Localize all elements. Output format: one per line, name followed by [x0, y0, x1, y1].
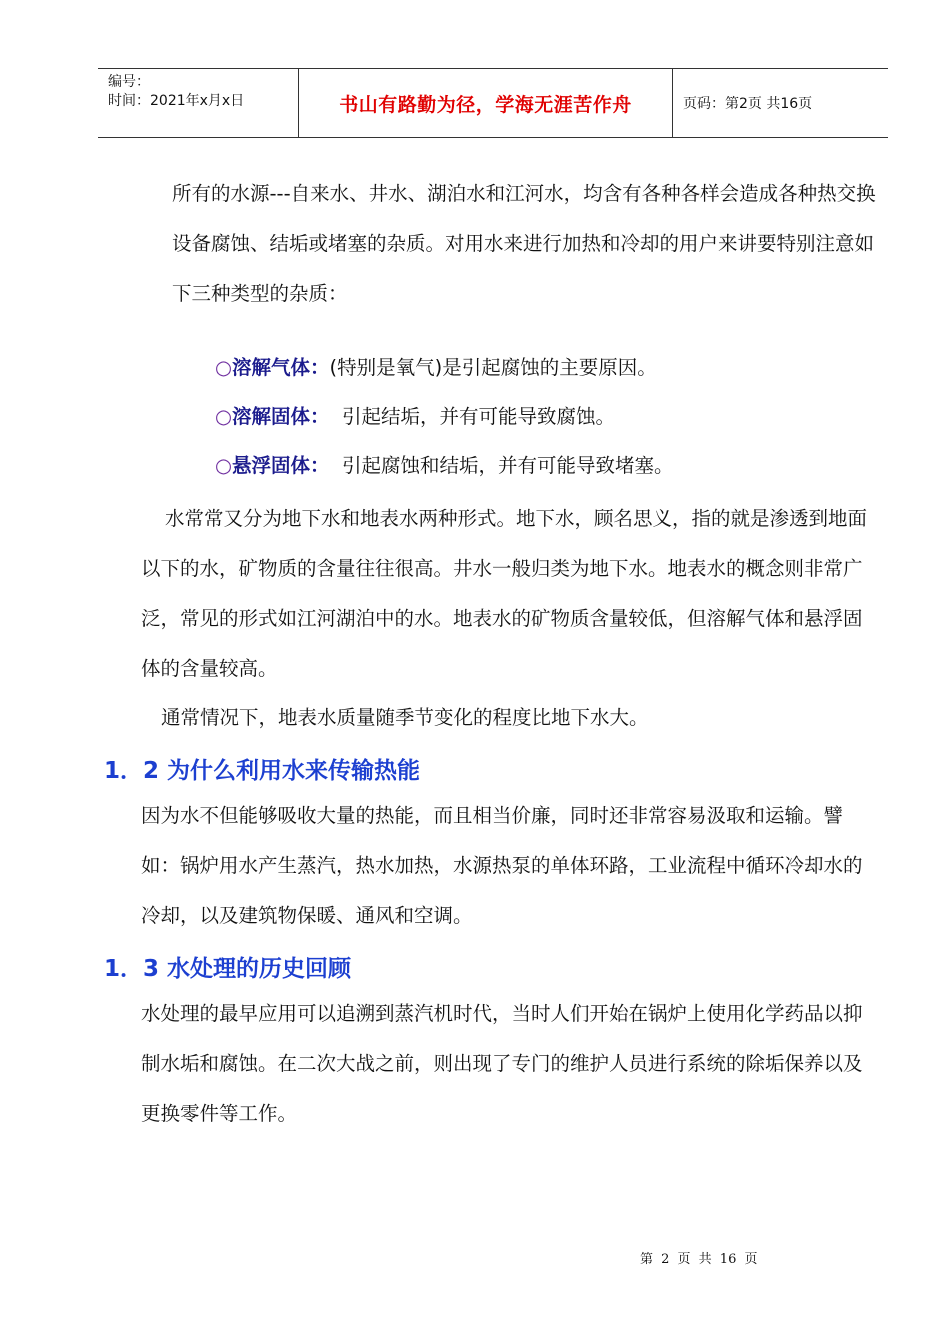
- bullet-circle-icon: ○: [215, 356, 233, 379]
- bullet-circle-icon: ○: [215, 454, 233, 477]
- bullet-colon: ：: [310, 405, 330, 428]
- bullet-colon: ：: [310, 356, 330, 379]
- bullet-colon: ：: [310, 454, 330, 477]
- page-header: [98, 68, 888, 138]
- serial-label: 编号：: [108, 74, 150, 90]
- seasonal-paragraph: 通常情况下，地表水质量随季节变化的程度比地下水大。: [161, 706, 649, 729]
- bullet-circle-icon: ○: [215, 405, 233, 428]
- bullet-term: 悬浮固体: [232, 454, 311, 477]
- impurity-list: [215, 343, 875, 490]
- list-item: [215, 343, 875, 392]
- section-heading-1-3: 1．3 水处理的历史回顾: [104, 956, 352, 982]
- page-footer: 第 2 页 共 16 页: [640, 1252, 758, 1267]
- bullet-text: 引起结垢，并有可能导致腐蚀。: [329, 405, 615, 428]
- time-label: 时间：2021年x月x日: [108, 93, 245, 109]
- list-item: [215, 392, 875, 441]
- bullet-text: 引起腐蚀和结垢，并有可能导致堵塞。: [329, 454, 674, 477]
- bullet-term: 溶解固体: [232, 405, 311, 428]
- list-item: [215, 441, 875, 490]
- section-1-3-paragraph: 水处理的最早应用可以追溯到蒸汽机时代，当时人们开始在锅炉上使用化学药品以抑制水垢和腐蚀。在二次大战之前，则出现了专门的维护人员进行系统的除垢保养以及更换零件等工作。: [141, 1002, 863, 1125]
- section-heading-1-2: 1．2 为什么利用水来传输热能: [104, 758, 421, 784]
- header-meta: [98, 69, 299, 137]
- bullet-text: (特别是氧气)是引起腐蚀的主要原因。: [329, 356, 657, 379]
- water-types-paragraph: 水常常又分为地下水和地表水两种形式。地下水，顾名思义，指的就是渗透到地面以下的水，矿物质的含量往往很高。井水一般归类为地下水。地表水的概念则非常广泛，常见的形式如江河湖泊中的水。地表水的矿物质含量较低，但溶解气体和悬浮固体的含量较高。: [141, 507, 868, 680]
- intro-paragraph: 所有的水源---自来水、井水、湖泊水和江河水，均含有各种各样会造成各种热交换设备腐蚀、结垢或堵塞的杂质。对用水来进行加热和冷却的用户来讲要特别注意如下三种类型的杂质：: [172, 182, 876, 305]
- section-1-2-paragraph: 因为水不但能够吸收大量的热能，而且相当价廉，同时还非常容易汲取和运输。譬如：锅炉用水产生蒸汽，热水加热，水源热泵的单体环路，工业流程中循环冷却水的冷却，以及建筑物保暖、通风和空调。: [141, 804, 863, 927]
- header-page-info: 页码：第2页 共16页: [683, 96, 813, 112]
- header-motto: 书山有路勤为径，学海无涯苦作舟: [299, 69, 673, 137]
- bullet-term: 溶解气体: [232, 356, 311, 379]
